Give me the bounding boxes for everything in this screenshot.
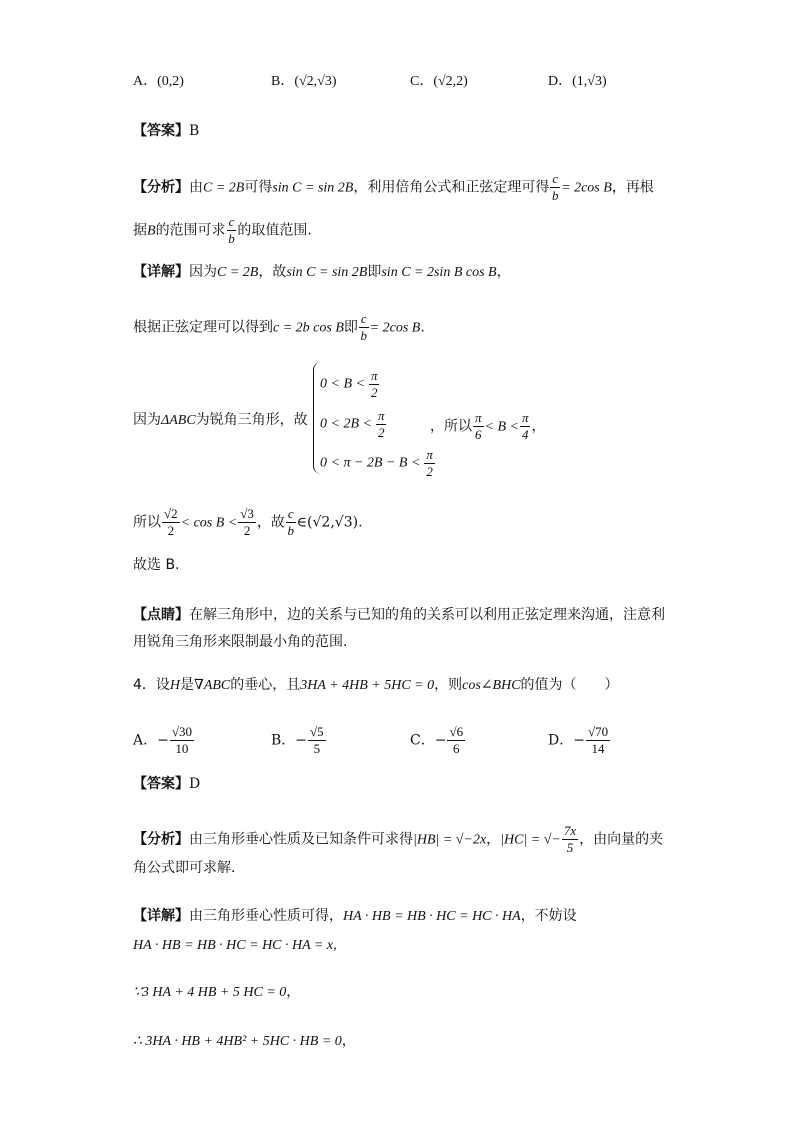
case-1: 0 < B < $\frac{\pi}{2}$ (320, 368, 378, 400)
detail-2-line-4: ∴ 3HA · HB + 4HB² + 5HC · HB = 0， (133, 1033, 356, 1049)
detail-1-line-3: 因为ΔABC为锐角三角形，故 (133, 412, 308, 428)
detail-1-line-4: 所以 $\frac{√2}{2}$ < cos B < $\frac{√3}{2}$ ，故 $\frac{c}{b}$ ∈(√2,√3). (133, 506, 363, 538)
answer-1: 【答案】B (133, 123, 200, 139)
detail-2-line-2: HA · HB = HB · HC = HC · HA = x, (133, 938, 337, 953)
detail-2-line-3: ∵3 HA + 4 HB + 5 HC = 0， (133, 984, 301, 1000)
comment-1-line-2: 用锐角三角形来限制最小角的范围. (133, 634, 348, 650)
detail-2-line-1: 【详解】由三角形垂心性质可得，HA · HB = HB · HC = HC · HA，不妨设 (133, 908, 577, 924)
analysis-1-line-2: 据B的范围可求 $\frac{c}{b}$ 的取值范围. (133, 214, 312, 246)
option-b: B．(√2,√3) (271, 74, 337, 89)
detail-1-line-2: 根据正弦定理可以得到c = 2b cos B即 $\frac{c}{b}$ = 2cos B. (133, 311, 425, 343)
q4-option-b: B．− $\frac{√5}{5}$ (271, 724, 324, 756)
detail-1-line-3-right: ，所以 $\frac{\pi}{6}$ < B < $\frac{\pi}{4}$ ， (430, 410, 546, 442)
answer-2: 【答案】D (133, 776, 201, 792)
analysis-2-line-1: 【分析】由三角形垂心性质及已知条件可求得|HB| = √−2x，|HC| = √− $\frac{7x}{5}$ ，由向量的夹 (133, 823, 664, 855)
question-4-stem: 4．设H是∇ABC的垂心，且3HA + 4HB + 5HC = 0，则cos∠BHC的值为（ ） (133, 677, 619, 693)
case-2: 0 < 2B < $\frac{\pi}{2}$ (320, 408, 385, 440)
detail-1-line-1: 【详解】因为C = 2B，故sin C = sin 2B即sin C = 2sin B cos B， (133, 264, 511, 280)
comment-1-line-1: 【点睛】在解三角形中，边的关系与已知的角的关系可以利用正弦定理来沟通，注意利 (133, 607, 665, 623)
analysis-2-line-2: 角公式即可求解． (133, 860, 245, 876)
case-3: 0 < π − 2B − B < $\frac{\pi}{2}$ (320, 447, 433, 479)
q4-option-a: A．− $\frac{√30}{10}$ (133, 724, 192, 756)
q4-option-c: C．− $\frac{√6}{6}$ (410, 724, 464, 756)
option-a: A．(0,2) (133, 74, 184, 89)
option-c: C．(√2,2) (410, 74, 468, 89)
detail-1-line-5: 故选 B. (133, 557, 180, 573)
q4-option-d: D．− $\frac{√70}{14}$ (548, 724, 609, 756)
option-d: D．(1,√3) (548, 74, 607, 89)
analysis-1-line-1: 【分析】由C = 2B可得sin C = sin 2B，利用倍角公式和正弦定理可得 $\frac{c}{b}$ = 2cos B，再根 (133, 171, 654, 203)
